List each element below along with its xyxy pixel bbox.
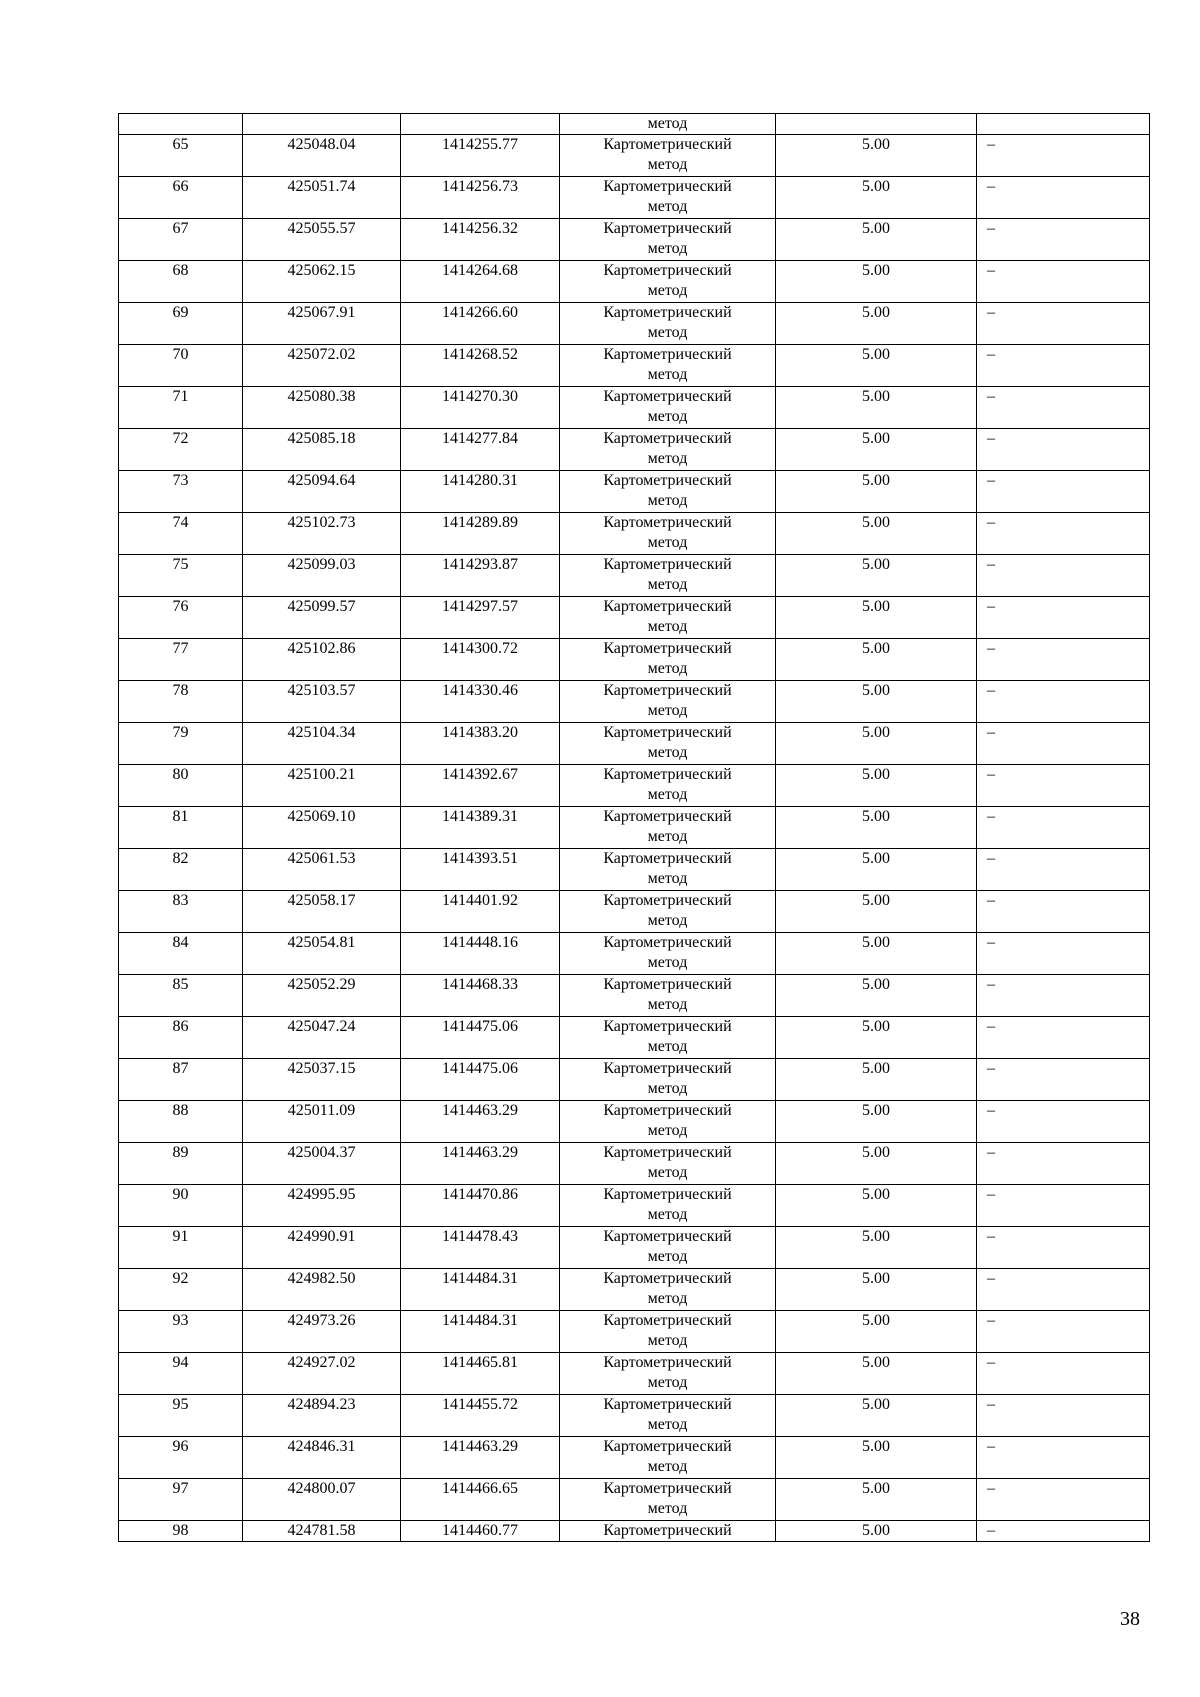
y-coordinate-cell: 1414270.30	[401, 387, 560, 429]
table-row	[119, 471, 1150, 513]
point-number-cell: 78	[119, 681, 243, 723]
accuracy-cell: 5.00	[776, 177, 977, 219]
method-cell: Картометрический метод	[560, 1311, 776, 1353]
table-row	[119, 597, 1150, 639]
table-row	[119, 555, 1150, 597]
y-coordinate-cell: 1414448.16	[401, 933, 560, 975]
table-row	[119, 135, 1150, 177]
method-cell: Картометрический метод	[560, 1185, 776, 1227]
accuracy-cell: 5.00	[776, 1227, 977, 1269]
point-number-cell: 73	[119, 471, 243, 513]
y-coordinate-cell: 1414466.65	[401, 1479, 560, 1521]
method-cell: Картометрический метод	[560, 219, 776, 261]
table-row	[119, 429, 1150, 471]
description-cell: –	[977, 681, 1150, 723]
accuracy-cell: 5.00	[776, 1437, 977, 1479]
table-row	[119, 681, 1150, 723]
description-cell: –	[977, 849, 1150, 891]
method-cell: Картометрический метод	[560, 681, 776, 723]
method-cell: Картометрический метод	[560, 765, 776, 807]
x-coordinate-cell: 424800.07	[243, 1479, 401, 1521]
point-number-cell	[119, 114, 243, 135]
description-cell: –	[977, 1143, 1150, 1185]
description-cell: –	[977, 555, 1150, 597]
accuracy-cell: 5.00	[776, 1395, 977, 1437]
table-row	[119, 1185, 1150, 1227]
x-coordinate-cell: 424894.23	[243, 1395, 401, 1437]
table-row	[119, 765, 1150, 807]
accuracy-cell: 5.00	[776, 1143, 977, 1185]
accuracy-cell: 5.00	[776, 639, 977, 681]
y-coordinate-cell: 1414463.29	[401, 1101, 560, 1143]
y-coordinate-cell: 1414266.60	[401, 303, 560, 345]
method-cell: Картометрический метод	[560, 807, 776, 849]
point-number-cell: 97	[119, 1479, 243, 1521]
x-coordinate-cell: 425080.38	[243, 387, 401, 429]
coordinates-table-body	[119, 114, 1150, 1542]
accuracy-cell: 5.00	[776, 429, 977, 471]
method-cell: Картометрический метод	[560, 849, 776, 891]
accuracy-cell: 5.00	[776, 975, 977, 1017]
accuracy-cell: 5.00	[776, 765, 977, 807]
method-cell: Картометрический метод	[560, 471, 776, 513]
y-coordinate-cell: 1414264.68	[401, 261, 560, 303]
y-coordinate-cell: 1414277.84	[401, 429, 560, 471]
point-number-cell: 82	[119, 849, 243, 891]
method-cell: Картометрический метод	[560, 177, 776, 219]
table-row	[119, 1311, 1150, 1353]
table-row	[119, 1353, 1150, 1395]
accuracy-cell: 5.00	[776, 807, 977, 849]
accuracy-cell: 5.00	[776, 891, 977, 933]
description-cell: –	[977, 807, 1150, 849]
x-coordinate-cell	[243, 114, 401, 135]
accuracy-cell: 5.00	[776, 849, 977, 891]
accuracy-cell: 5.00	[776, 1059, 977, 1101]
x-coordinate-cell: 425067.91	[243, 303, 401, 345]
point-number-cell: 94	[119, 1353, 243, 1395]
x-coordinate-cell: 425102.86	[243, 639, 401, 681]
point-number-cell: 98	[119, 1521, 243, 1542]
table-row	[119, 639, 1150, 681]
method-cell: Картометрический метод	[560, 303, 776, 345]
description-cell: –	[977, 1437, 1150, 1479]
description-cell: –	[977, 1101, 1150, 1143]
method-cell: Картометрический метод	[560, 1101, 776, 1143]
accuracy-cell: 5.00	[776, 303, 977, 345]
point-number-cell: 77	[119, 639, 243, 681]
table-row	[119, 849, 1150, 891]
accuracy-cell: 5.00	[776, 555, 977, 597]
point-number-cell: 72	[119, 429, 243, 471]
y-coordinate-cell: 1414401.92	[401, 891, 560, 933]
description-cell: –	[977, 471, 1150, 513]
method-cell: Картометрический	[560, 1521, 776, 1542]
description-cell: –	[977, 1185, 1150, 1227]
accuracy-cell: 5.00	[776, 471, 977, 513]
y-coordinate-cell: 1414393.51	[401, 849, 560, 891]
method-cell: Картометрический метод	[560, 1143, 776, 1185]
method-cell: Картометрический метод	[560, 891, 776, 933]
y-coordinate-cell: 1414297.57	[401, 597, 560, 639]
point-number-cell: 93	[119, 1311, 243, 1353]
description-cell: –	[977, 723, 1150, 765]
y-coordinate-cell: 1414455.72	[401, 1395, 560, 1437]
method-cell: Картометрический метод	[560, 261, 776, 303]
point-number-cell: 74	[119, 513, 243, 555]
x-coordinate-cell: 425062.15	[243, 261, 401, 303]
x-coordinate-cell: 425055.57	[243, 219, 401, 261]
y-coordinate-cell: 1414470.86	[401, 1185, 560, 1227]
table-row	[119, 1101, 1150, 1143]
table-row	[119, 723, 1150, 765]
x-coordinate-cell: 425004.37	[243, 1143, 401, 1185]
x-coordinate-cell: 425094.64	[243, 471, 401, 513]
method-cell: Картометрический метод	[560, 975, 776, 1017]
point-number-cell: 81	[119, 807, 243, 849]
point-number-cell: 84	[119, 933, 243, 975]
table-row	[119, 1479, 1150, 1521]
point-number-cell: 87	[119, 1059, 243, 1101]
table-row	[119, 1437, 1150, 1479]
accuracy-cell	[776, 114, 977, 135]
description-cell: –	[977, 1395, 1150, 1437]
table-row	[119, 1143, 1150, 1185]
point-number-cell: 96	[119, 1437, 243, 1479]
y-coordinate-cell: 1414484.31	[401, 1269, 560, 1311]
table-row	[119, 933, 1150, 975]
point-number-cell: 70	[119, 345, 243, 387]
point-number-cell: 66	[119, 177, 243, 219]
point-number-cell: 71	[119, 387, 243, 429]
accuracy-cell: 5.00	[776, 261, 977, 303]
x-coordinate-cell: 425058.17	[243, 891, 401, 933]
y-coordinate-cell: 1414300.72	[401, 639, 560, 681]
method-cell: Картометрический метод	[560, 723, 776, 765]
y-coordinate-cell: 1414256.32	[401, 219, 560, 261]
point-number-cell: 91	[119, 1227, 243, 1269]
accuracy-cell: 5.00	[776, 1269, 977, 1311]
method-cell: Картометрический метод	[560, 597, 776, 639]
table-row	[119, 513, 1150, 555]
method-cell: Картометрический метод	[560, 1353, 776, 1395]
accuracy-cell: 5.00	[776, 513, 977, 555]
x-coordinate-cell: 424927.02	[243, 1353, 401, 1395]
y-coordinate-cell: 1414255.77	[401, 135, 560, 177]
point-number-cell: 83	[119, 891, 243, 933]
accuracy-cell: 5.00	[776, 1479, 977, 1521]
description-cell: –	[977, 177, 1150, 219]
y-coordinate-cell	[401, 114, 560, 135]
y-coordinate-cell: 1414330.46	[401, 681, 560, 723]
method-cell: Картометрический метод	[560, 1437, 776, 1479]
y-coordinate-cell: 1414289.89	[401, 513, 560, 555]
description-cell: –	[977, 303, 1150, 345]
x-coordinate-cell: 425069.10	[243, 807, 401, 849]
method-cell: Картометрический метод	[560, 513, 776, 555]
coordinates-table	[118, 113, 1150, 1542]
method-cell: Картометрический метод	[560, 1479, 776, 1521]
y-coordinate-cell: 1414463.29	[401, 1143, 560, 1185]
description-cell: –	[977, 1269, 1150, 1311]
table-row	[119, 891, 1150, 933]
description-cell: –	[977, 1311, 1150, 1353]
table-row	[119, 387, 1150, 429]
description-cell: –	[977, 597, 1150, 639]
table-row	[119, 975, 1150, 1017]
method-cell: Картометрический метод	[560, 429, 776, 471]
x-coordinate-cell: 425048.04	[243, 135, 401, 177]
x-coordinate-cell: 424846.31	[243, 1437, 401, 1479]
y-coordinate-cell: 1414389.31	[401, 807, 560, 849]
point-number-cell: 85	[119, 975, 243, 1017]
method-cell: Картометрический метод	[560, 1227, 776, 1269]
y-coordinate-cell: 1414392.67	[401, 765, 560, 807]
description-cell: –	[977, 1059, 1150, 1101]
description-cell: –	[977, 429, 1150, 471]
point-number-cell: 69	[119, 303, 243, 345]
method-cell: Картометрический метод	[560, 1395, 776, 1437]
description-cell: –	[977, 1017, 1150, 1059]
table-row	[119, 303, 1150, 345]
description-cell: –	[977, 1353, 1150, 1395]
x-coordinate-cell: 425100.21	[243, 765, 401, 807]
description-cell: –	[977, 1227, 1150, 1269]
description-cell: –	[977, 1521, 1150, 1542]
x-coordinate-cell: 425047.24	[243, 1017, 401, 1059]
y-coordinate-cell: 1414484.31	[401, 1311, 560, 1353]
description-cell: –	[977, 765, 1150, 807]
y-coordinate-cell: 1414256.73	[401, 177, 560, 219]
table-row	[119, 1227, 1150, 1269]
point-number-cell: 67	[119, 219, 243, 261]
accuracy-cell: 5.00	[776, 597, 977, 639]
table-row	[119, 1059, 1150, 1101]
y-coordinate-cell: 1414468.33	[401, 975, 560, 1017]
y-coordinate-cell: 1414280.31	[401, 471, 560, 513]
accuracy-cell: 5.00	[776, 1101, 977, 1143]
page-number: 38	[1120, 1608, 1140, 1630]
y-coordinate-cell: 1414460.77	[401, 1521, 560, 1542]
description-cell	[977, 114, 1150, 135]
method-cell: Картометрический метод	[560, 1017, 776, 1059]
method-cell: Картометрический метод	[560, 1269, 776, 1311]
x-coordinate-cell: 425011.09	[243, 1101, 401, 1143]
point-number-cell: 79	[119, 723, 243, 765]
table-row	[119, 219, 1150, 261]
x-coordinate-cell: 425037.15	[243, 1059, 401, 1101]
accuracy-cell: 5.00	[776, 387, 977, 429]
method-cell: Картометрический метод	[560, 135, 776, 177]
method-cell: Картометрический метод	[560, 387, 776, 429]
description-cell: –	[977, 261, 1150, 303]
point-number-cell: 88	[119, 1101, 243, 1143]
y-coordinate-cell: 1414465.81	[401, 1353, 560, 1395]
point-number-cell: 90	[119, 1185, 243, 1227]
x-coordinate-cell: 425054.81	[243, 933, 401, 975]
x-coordinate-cell: 424995.95	[243, 1185, 401, 1227]
table-row	[119, 1269, 1150, 1311]
point-number-cell: 65	[119, 135, 243, 177]
x-coordinate-cell: 425103.57	[243, 681, 401, 723]
description-cell: –	[977, 933, 1150, 975]
y-coordinate-cell: 1414268.52	[401, 345, 560, 387]
description-cell: –	[977, 387, 1150, 429]
table-row	[119, 177, 1150, 219]
method-cell: метод	[560, 114, 776, 135]
x-coordinate-cell: 425052.29	[243, 975, 401, 1017]
accuracy-cell: 5.00	[776, 135, 977, 177]
accuracy-cell: 5.00	[776, 345, 977, 387]
description-cell: –	[977, 639, 1150, 681]
table-row	[119, 345, 1150, 387]
x-coordinate-cell: 425102.73	[243, 513, 401, 555]
y-coordinate-cell: 1414463.29	[401, 1437, 560, 1479]
method-cell: Картометрический метод	[560, 555, 776, 597]
description-cell: –	[977, 513, 1150, 555]
y-coordinate-cell: 1414478.43	[401, 1227, 560, 1269]
x-coordinate-cell: 424781.58	[243, 1521, 401, 1542]
description-cell: –	[977, 219, 1150, 261]
description-cell: –	[977, 891, 1150, 933]
x-coordinate-cell: 425072.02	[243, 345, 401, 387]
x-coordinate-cell: 425099.57	[243, 597, 401, 639]
x-coordinate-cell: 424982.50	[243, 1269, 401, 1311]
table-row	[119, 1521, 1150, 1542]
y-coordinate-cell: 1414293.87	[401, 555, 560, 597]
accuracy-cell: 5.00	[776, 1017, 977, 1059]
accuracy-cell: 5.00	[776, 1353, 977, 1395]
x-coordinate-cell: 424973.26	[243, 1311, 401, 1353]
description-cell: –	[977, 975, 1150, 1017]
y-coordinate-cell: 1414475.06	[401, 1017, 560, 1059]
table-row	[119, 1395, 1150, 1437]
accuracy-cell: 5.00	[776, 933, 977, 975]
continuation-row	[119, 114, 1150, 135]
y-coordinate-cell: 1414475.06	[401, 1059, 560, 1101]
x-coordinate-cell: 424990.91	[243, 1227, 401, 1269]
table-row	[119, 807, 1150, 849]
point-number-cell: 89	[119, 1143, 243, 1185]
point-number-cell: 76	[119, 597, 243, 639]
accuracy-cell: 5.00	[776, 681, 977, 723]
point-number-cell: 86	[119, 1017, 243, 1059]
x-coordinate-cell: 425099.03	[243, 555, 401, 597]
method-cell: Картометрический метод	[560, 345, 776, 387]
x-coordinate-cell: 425051.74	[243, 177, 401, 219]
y-coordinate-cell: 1414383.20	[401, 723, 560, 765]
description-cell: –	[977, 1479, 1150, 1521]
point-number-cell: 92	[119, 1269, 243, 1311]
point-number-cell: 68	[119, 261, 243, 303]
accuracy-cell: 5.00	[776, 1521, 977, 1542]
point-number-cell: 80	[119, 765, 243, 807]
x-coordinate-cell: 425061.53	[243, 849, 401, 891]
description-cell: –	[977, 345, 1150, 387]
method-cell: Картометрический метод	[560, 639, 776, 681]
method-cell: Картометрический метод	[560, 933, 776, 975]
description-cell: –	[977, 135, 1150, 177]
table-row	[119, 261, 1150, 303]
x-coordinate-cell: 425104.34	[243, 723, 401, 765]
x-coordinate-cell: 425085.18	[243, 429, 401, 471]
method-cell: Картометрический метод	[560, 1059, 776, 1101]
point-number-cell: 75	[119, 555, 243, 597]
accuracy-cell: 5.00	[776, 723, 977, 765]
table-row	[119, 1017, 1150, 1059]
point-number-cell: 95	[119, 1395, 243, 1437]
accuracy-cell: 5.00	[776, 1311, 977, 1353]
accuracy-cell: 5.00	[776, 219, 977, 261]
accuracy-cell: 5.00	[776, 1185, 977, 1227]
